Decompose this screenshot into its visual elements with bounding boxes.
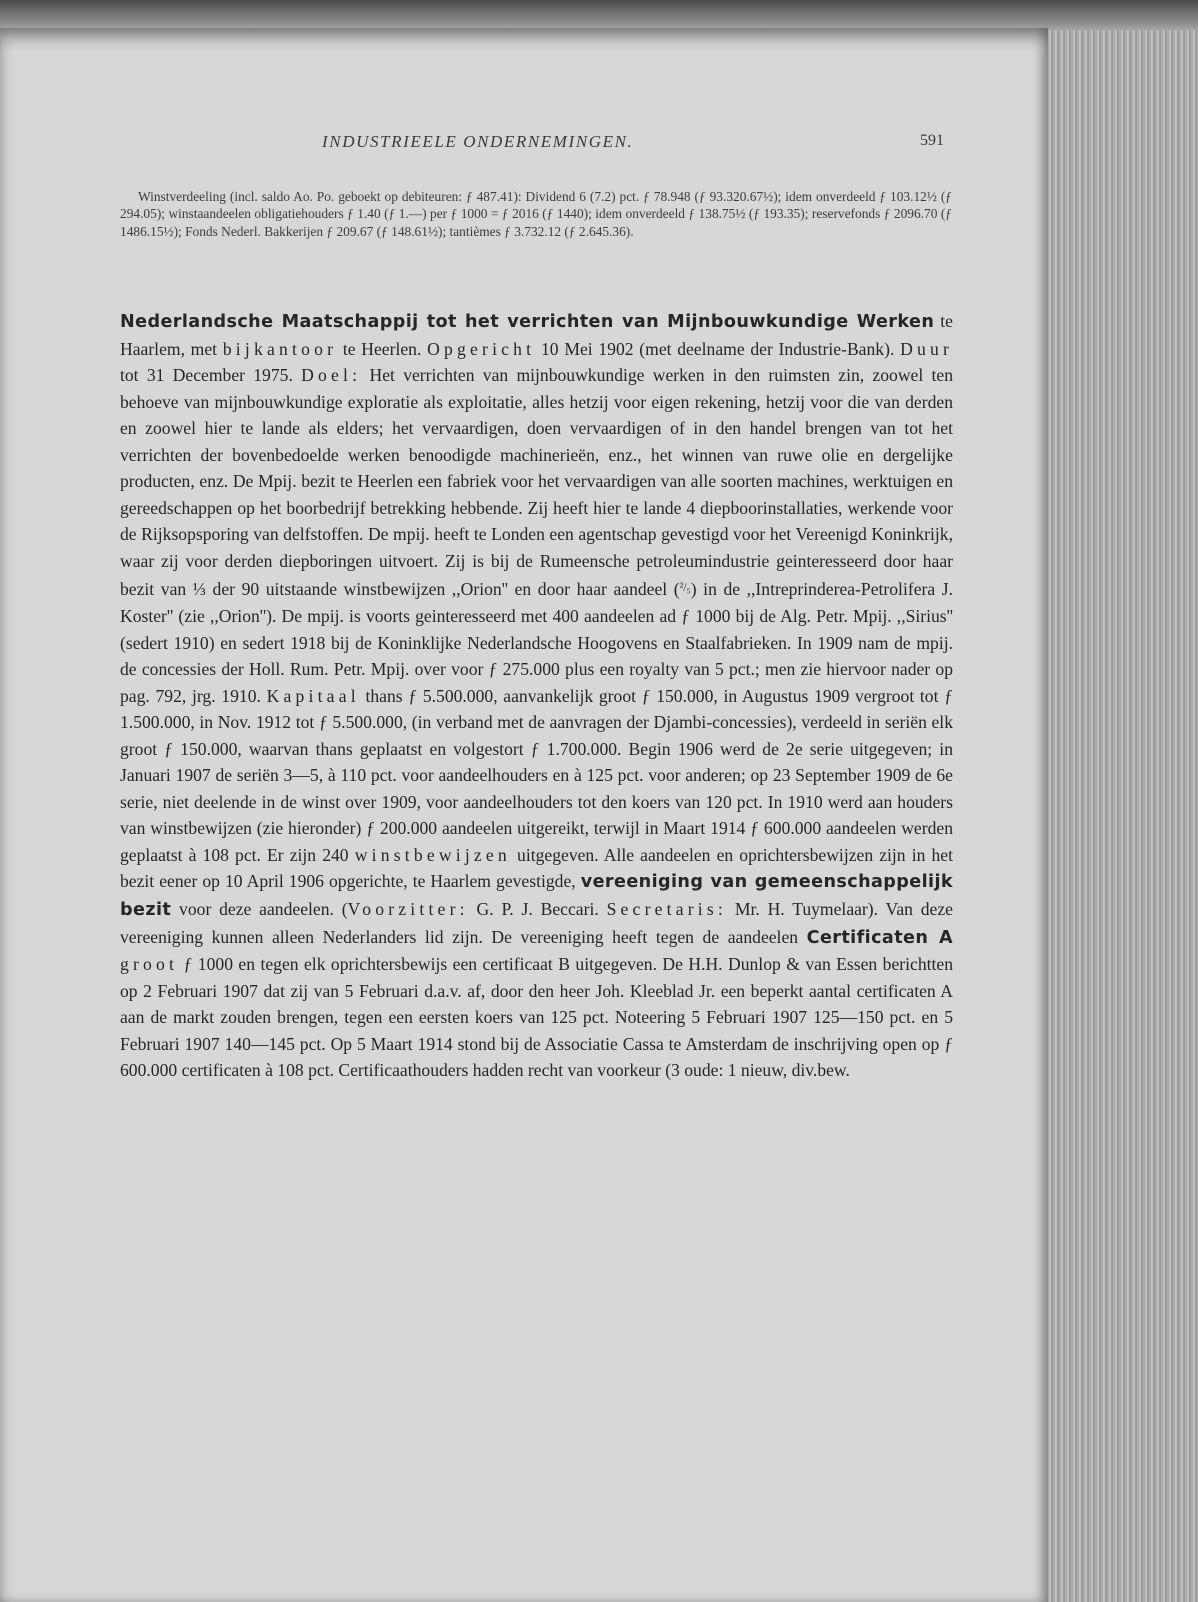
entry-text: te Haarlem, met xyxy=(120,311,953,359)
entry-text: uitgegeven. Alle aandeelen en oprichtersbewijzen zijn in het bezit eener op 10 April 1906 opgerichte, te Haarlem gevestigde, xyxy=(120,844,953,892)
book-page-edges xyxy=(1040,30,1198,1602)
entry-text: ƒ 1000 en tegen elk oprichtersbewijs een certificaat B uitgegeven. De H.H. Dunlop & van Essen berichtten op 2 Februari 1907 dat zij van 5 Februari d.a.v. af, door den heer Joh. Kleeblad Jr. een beperkt aantal certificaten A aan de markt zouden brengen, tegen een eersten koers van 125 pct. Noteering 5 Februari 1907 125—150 pct. en 5 Februari 1907 140—145 pct. Op 5 Maart 1914 stond bij de Associatie Cassa te Amsterdam de inschrijving open op ƒ 600.000 certificaten à 108 pct. Certificaathouders hadden recht van voorkeur (3 oude: 1 nieuw, div.bew. xyxy=(120,954,953,1081)
entry-text: G. P. J. Beccari. xyxy=(476,899,599,920)
fraction-third: ⅓ xyxy=(192,579,206,600)
keyword-bijkantoor: bijkantoor xyxy=(222,338,338,359)
entry-text: ) in de ,,Intreprinderea-Petrolifera J. Koster'' (zie ,,Orion''). De mpij. is voorts geinteresseerd met 400 aandeelen ad ƒ 1000 bij de Alg. Petr. Mpij. ,,Sirius'' (sedert 1910) en sedert 1918 bij de Koninklijke Nederlandsche Hoogovens en Staalfabrieken. In 1909 nam de mpij. de concessies der Holl. Rum. Petr. Mpij. over voor ƒ 275.000 plus een royalty van 5 pct.; men zie hiervoor nader op pag. 792, jrg. 1910. xyxy=(120,579,953,706)
keyword-vereeniging: vereeniging van gemeenschappelijk bezit xyxy=(120,872,953,921)
running-title: INDUSTRIEELE ONDERNEMINGEN. xyxy=(322,132,634,151)
entry-text: thans ƒ 5.500.000, aanvankelijk groot ƒ 150.000, in Augustus 1909 vergroot tot ƒ 1.500.000, in Nov. 1912 tot ƒ 5.500.000, (in verband met de aanvragen der Djambi-concessies), verdeeld in seriën elk groot ƒ 150.000, waarvan thans geplaatst en volgestort ƒ 1.700.000. Begin 1906 werd de 2e serie uitgegeven; in Januari 1907 de seriën 3—5, à 110 pct. voor aandeelhouders en à 125 pct. voor anderen; op 23 September 1909 de 6e serie, niet deelende in de winst over 1909, voor aandeelhouders tot den koers van 120 pct. In 1910 werd aan houders van winstbewijzen (zie hieronder) ƒ 200.000 aandeelen uitgereikt, terwijl in Maart 1914 ƒ 600.000 aandeelen werden geplaatst à 108 pct. Er zijn 240 xyxy=(120,685,953,865)
profit-distribution-paragraph: Winstverdeeling (incl. saldo Ao. Po. geboekt op debiteuren: ƒ 487.41): Dividend 6 (7.2) pct. ƒ 78.948 (ƒ 93.320.67½); idem onverdeeld ƒ 103.12½ (ƒ 294.05); winstaandeelen obligatiehouders ƒ 1.40 (ƒ 1.—) per ƒ 1000 = ƒ 2016 (ƒ 1440); idem onverdeeld ƒ 138.75½ (ƒ 193.35); reservefonds ƒ 2096.70 (ƒ 1486.15½); Fonds Nederl. Bakkerijen ƒ 209.67 (ƒ 148.61½); tantièmes ƒ 3.732.12 (ƒ 2.645.36). xyxy=(120,189,952,239)
page-number: 591 xyxy=(920,132,944,149)
keyword-opgericht: Opgericht xyxy=(427,338,536,359)
keyword-duur: Duur xyxy=(900,338,954,359)
entry-text: te Heerlen. xyxy=(342,338,422,359)
entry-text: Mr. H. Tuymelaar). Van deze vereeniging kunnen alleen Nederlanders lid zijn. De vereeniging heeft tegen de aandeelen xyxy=(120,899,953,947)
company-name: Nederlandsche Maatschappij tot het verrichten van Mijnbouwkundige Werken xyxy=(120,312,935,332)
keyword-certificaten: Certificaten A xyxy=(806,927,953,948)
entry-text: voor deze aandeelen. ( xyxy=(179,899,348,920)
entry-text: tot 31 December 1975. xyxy=(120,365,293,386)
company-entry-paragraph xyxy=(120,308,953,1084)
keyword-secretaris: Secretaris: xyxy=(606,899,728,920)
fraction-two-fifths: ²/₅ xyxy=(679,580,691,595)
entry-text: der 90 uitstaande winstbewijzen ,,Orion'' en door haar aandeel ( xyxy=(212,579,680,600)
keyword-winstbewijzen: winstbewijzen xyxy=(354,844,511,865)
keyword-groot: groot xyxy=(120,954,179,975)
entry-text: Het verrichten van mijnbouwkundige werken in den ruimsten zin, zoowel ten behoeve van mijnbouwkundige exploratie als exploitatie, alles hetzij voor eigen rekening, hetzij voor die van derden en zoowel hier te lande als elders; het vervaardigen, doen vervaardigen of in den handel brengen van tot het verrichten der bovenbedoelde werken benoodigde machinerieën, enz., het winnen van ruwe olie en dergelijke producten, enz. De Mpij. bezit te Heerlen een fabriek voor het vervaardigen van alle soorten machines, werktuigen en gereedschappen op het boorbedrijf betrekking hebbende. Zij heeft hier te lande 4 diepboorinstallaties, werkende voor de Rijksopsporing van delfstoffen. De mpij. heeft te Londen een agentschap gevestigd voor het Vereenigd Koninkrijk, waar zij voor derden diepboringen uitvoert. Zij is bij de Rumeensche petroleumindustrie geinteresseerd door haar bezit van xyxy=(120,365,954,600)
keyword-kapitaal: Kapitaal xyxy=(266,685,360,706)
entry-text: 10 Mei 1902 (met deelname der Industrie-Bank). xyxy=(541,338,895,359)
keyword-doel: Doel: xyxy=(301,365,362,386)
book-page xyxy=(0,28,1048,1602)
company-entry xyxy=(120,308,953,1084)
keyword-voorzitter: Voorzitter: xyxy=(347,899,469,920)
